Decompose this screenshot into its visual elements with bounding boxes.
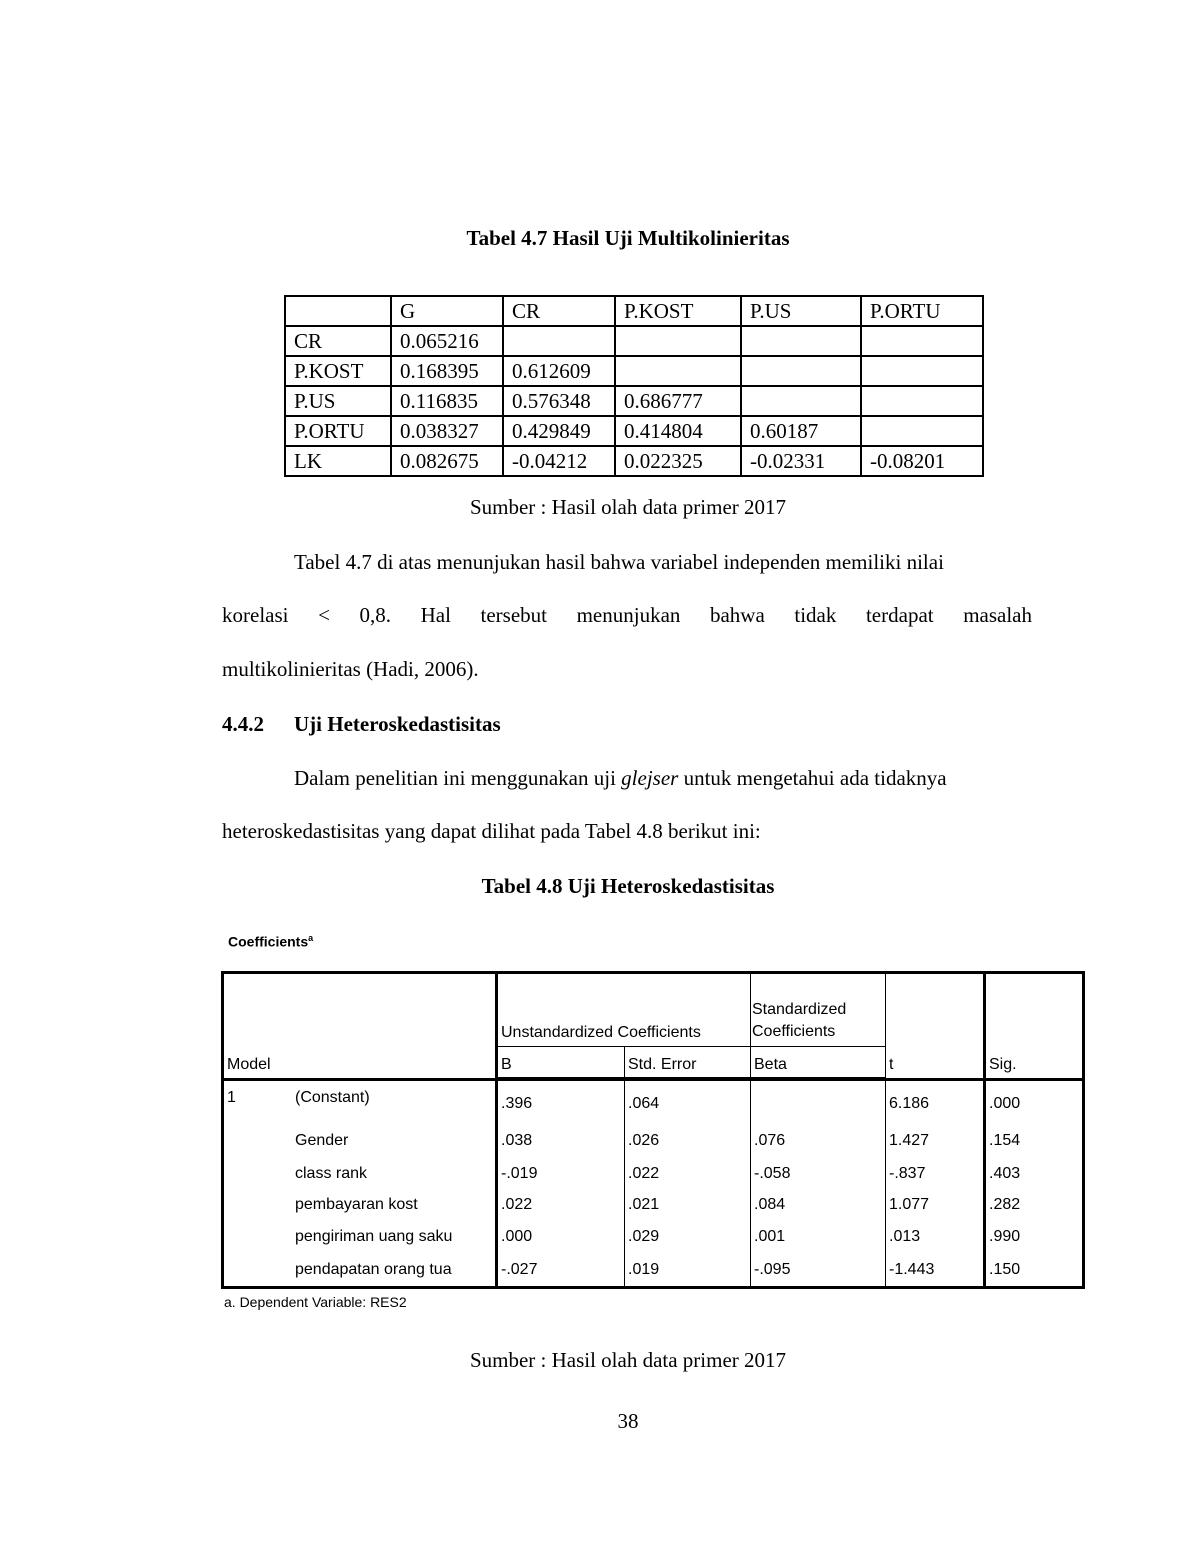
value-std-error: .029 — [628, 1228, 660, 1245]
coefficients-label — [228, 933, 313, 950]
column-divider — [624, 1047, 625, 1289]
header-sig: Sig. — [989, 1056, 1017, 1073]
value-t: 1.427 — [889, 1132, 930, 1149]
header-std-error: Std. Error — [628, 1056, 697, 1073]
value-b: .396 — [501, 1095, 533, 1112]
table-cell: 0.065216 — [391, 326, 503, 356]
header-cell: P.ORTU — [861, 296, 983, 326]
value-b: .038 — [501, 1132, 533, 1149]
table-cell — [503, 326, 615, 356]
value-b: .000 — [501, 1228, 533, 1245]
table-cell: 0.686777 — [615, 386, 741, 416]
row-label: P.ORTU — [285, 416, 391, 446]
value-t: 6.186 — [889, 1095, 930, 1112]
table-cell: 0.414804 — [615, 416, 741, 446]
table-footnote: a. Dependent Variable: RES2 — [224, 1294, 407, 1310]
table-4-8-source: Sumber : Hasil olah data primer 2017 — [469, 1348, 787, 1372]
value-std-error: .022 — [628, 1165, 660, 1182]
table-cell — [615, 326, 741, 356]
value-sig: .000 — [989, 1095, 1021, 1112]
column-divider — [885, 971, 886, 1289]
italic-term: glejser — [621, 766, 679, 790]
table-4-7-source: Sumber : Hasil olah data primer 2017 — [469, 495, 787, 519]
coefficients-text: Coefficients — [228, 933, 309, 950]
table-cell — [861, 386, 983, 416]
value-sig: .150 — [989, 1261, 1021, 1278]
column-divider — [750, 971, 751, 1289]
column-divider — [495, 971, 498, 1289]
header-standardized: Standardized — [752, 1001, 847, 1018]
table-cell: 0.612609 — [503, 356, 615, 386]
table-row — [285, 356, 983, 386]
column-divider — [983, 971, 986, 1289]
row-name: class rank — [295, 1165, 368, 1182]
table-cell — [861, 356, 983, 386]
header-cell: P.KOST — [615, 296, 741, 326]
header-b: B — [501, 1056, 512, 1073]
header-unstandardized: Unstandardized Coefficients — [501, 1024, 701, 1041]
value-t: -.837 — [889, 1165, 926, 1182]
header-cell: CR — [503, 296, 615, 326]
coefficients-table — [221, 971, 1085, 1289]
value-std-error: .064 — [628, 1095, 660, 1112]
table-cell: 0.60187 — [741, 416, 861, 446]
header-coefficients: Coefficients — [752, 1023, 836, 1040]
value-sig: .154 — [989, 1132, 1021, 1149]
table-row — [285, 446, 983, 476]
header-cell: G — [391, 296, 503, 326]
row-label: CR — [285, 326, 391, 356]
value-b: -.019 — [501, 1165, 538, 1182]
paragraph-line: korelasi < 0,8. Hal tersebut menunjukan bahwa tidak terdapat masalah — [222, 603, 1032, 627]
table-cell: -0.02331 — [741, 446, 861, 476]
value-t: 1.077 — [889, 1196, 930, 1213]
value-sig: .403 — [989, 1165, 1021, 1182]
section-number: 4.4.2 — [222, 712, 264, 736]
paragraph-text: untuk mengetahui ada tidaknya — [678, 766, 947, 790]
header-model: Model — [227, 1056, 271, 1073]
value-beta: -.058 — [754, 1165, 791, 1182]
table-cell: 0.168395 — [391, 356, 503, 386]
table-4-7-title: Tabel 4.7 Hasil Uji Multikolinieritas — [466, 226, 790, 250]
table-cell: 0.116835 — [391, 386, 503, 416]
table-row — [285, 386, 983, 416]
paragraph-line: Tabel 4.7 di atas menunjukan hasil bahwa variabel independen memiliki nilai — [294, 550, 944, 574]
coefficients-superscript: a — [308, 933, 314, 943]
paragraph-line — [222, 766, 1032, 791]
value-b: .022 — [501, 1196, 533, 1213]
row-name: pengiriman uang saku — [295, 1228, 453, 1245]
table-cell: 0.429849 — [503, 416, 615, 446]
row-name: Gender — [295, 1132, 349, 1149]
page-number: 38 — [617, 1409, 639, 1433]
value-t: .013 — [889, 1228, 921, 1245]
value-std-error: .026 — [628, 1132, 660, 1149]
header-t: t — [889, 1056, 894, 1073]
value-b: -.027 — [501, 1261, 538, 1278]
table-cell: 0.082675 — [391, 446, 503, 476]
value-sig: .990 — [989, 1228, 1021, 1245]
multicollinearity-table — [284, 295, 984, 477]
value-beta: .001 — [754, 1228, 786, 1245]
row-label: P.KOST — [285, 356, 391, 386]
paragraph-text: Dalam penelitian ini menggunakan uji — [294, 766, 622, 790]
header-cell — [285, 296, 391, 326]
row-name: pembayaran kost — [295, 1196, 418, 1213]
table-cell — [861, 326, 983, 356]
table-cell: -0.04212 — [503, 446, 615, 476]
value-t: -1.443 — [889, 1261, 935, 1278]
table-4-8-title: Tabel 4.8 Uji Heteroskedastisitas — [481, 874, 775, 898]
row-name: (Constant) — [295, 1089, 370, 1106]
table-cell — [741, 356, 861, 386]
row-divider — [495, 1046, 885, 1047]
value-beta: -.095 — [754, 1261, 791, 1278]
paragraph-line: multikolinieritas (Hadi, 2006). — [222, 657, 479, 681]
table-cell: 0.576348 — [503, 386, 615, 416]
model-number: 1 — [227, 1089, 236, 1106]
row-name: pendapatan orang tua — [295, 1261, 452, 1278]
row-label: LK — [285, 446, 391, 476]
table-cell: 0.038327 — [391, 416, 503, 446]
header-beta: Beta — [754, 1056, 787, 1073]
table-cell — [861, 416, 983, 446]
table-row — [285, 326, 983, 356]
value-sig: .282 — [989, 1196, 1021, 1213]
table-cell: 0.022325 — [615, 446, 741, 476]
row-label: P.US — [285, 386, 391, 416]
section-title: Uji Heteroskedastisitas — [294, 712, 501, 736]
value-std-error: .019 — [628, 1261, 660, 1278]
paragraph-line: heteroskedastisitas yang dapat dilihat pada Tabel 4.8 berikut ini: — [222, 819, 761, 843]
table-header-row — [285, 296, 983, 326]
value-std-error: .021 — [628, 1196, 660, 1213]
header-divider — [221, 1078, 1085, 1081]
header-cell: P.US — [741, 296, 861, 326]
table-cell — [741, 386, 861, 416]
table-cell: -0.08201 — [861, 446, 983, 476]
table-cell — [615, 356, 741, 386]
table-row — [285, 416, 983, 446]
value-beta: .084 — [754, 1196, 786, 1213]
table-cell — [741, 326, 861, 356]
value-beta: .076 — [754, 1132, 786, 1149]
